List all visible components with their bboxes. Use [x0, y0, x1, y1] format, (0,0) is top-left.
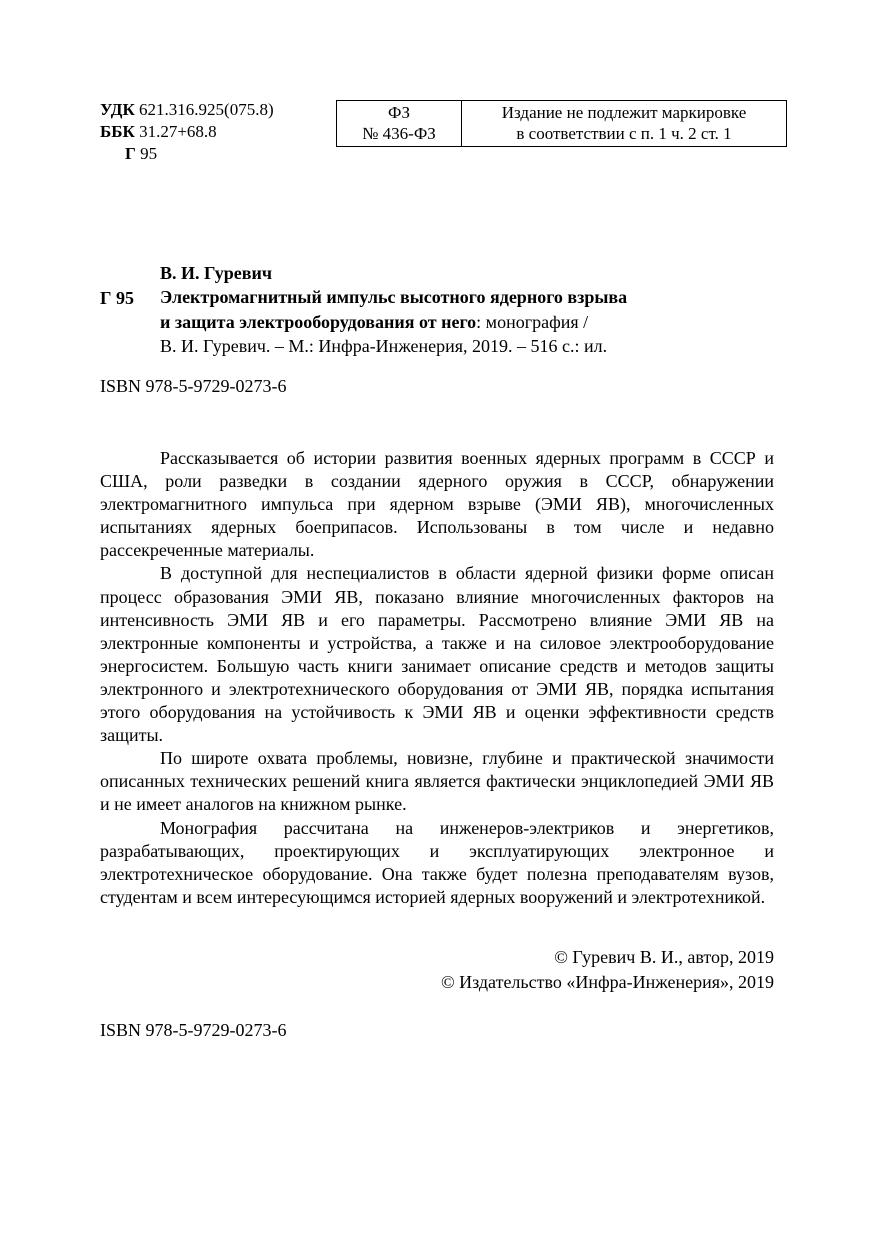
bbk-label: ББК	[100, 122, 135, 141]
udk-value: 621.316.925(075.8)	[134, 100, 274, 119]
bbk-value: 31.27+68.8	[134, 122, 217, 141]
law-reference-cell	[337, 101, 462, 147]
abstract-paragraph: Монография рассчитана на инженеров-электриков и энергетиков, разрабатывающих, проектирующих и эксплуатирующих электронное и электротехническое оборудование. Она также будет полезна преподавателям вузов, студентам и всем интересующимся историей ядерных вооружений и электротехникой.	[100, 817, 774, 907]
abstract	[100, 447, 774, 909]
catalog-code: Г 95	[100, 288, 134, 308]
abstract-paragraph: Рассказывается об истории развития военных ядерных программ в СССР и США, роли разведки в создании ядерного оружия в СССР, обнаружении электромагнитного импульса при ядерном взрыве (ЭМИ ЯВ), многочисленных испытаниях ядерных боеприпасов. Использованы в том числе и недавно рассекреченные материалы.	[100, 448, 774, 561]
author-heading: В. И. Гуревич	[160, 263, 273, 283]
abstract-paragraph: В доступной для неспециалистов в области ядерной физики форме описан процесс образования ЭМИ ЯВ, показано влияние многочисленных факторов на интенсивность ЭМИ ЯВ и его параметры. Рассмотрено влияние ЭМИ ЯВ на электронные компоненты и устройства, а также и на силовое электрооборудование энергосистем. Большую часть книги занимает описание средств и методов защиты электронного и электротехнического оборудования от ЭМИ ЯВ, порядка испытания этого оборудования на устойчивость к ЭМИ ЯВ и оценки эффективности средств защиты.	[100, 563, 774, 746]
title-rest: : монография /	[476, 311, 589, 332]
isbn-top: ISBN 978-5-9729-0273-6	[100, 376, 287, 396]
notice-line2: в соответствии с п. 1 ч. 2 ст. 1	[516, 124, 732, 143]
imprint-line: В. И. Гуревич. – М.: Инфра-Инженерия, 2019. – 516 с.: ил.	[160, 336, 608, 356]
law-notice-table	[336, 100, 787, 147]
notice-line1: Издание не подлежит маркировке	[501, 103, 747, 122]
title-line2	[160, 310, 780, 335]
labeling-notice-cell	[462, 101, 787, 147]
abstract-paragraph: По широте охвата проблемы, новизне, глубине и практической значимости описанных технических решений книга является фактически энциклопедией ЭМИ ЯВ и не имеет аналогов на книжном рынке.	[100, 748, 774, 815]
classification-codes	[100, 99, 274, 165]
author-mark-letter: Г	[125, 144, 136, 163]
copyright-author: © Гуревич В. И., автор, 2019	[554, 947, 774, 967]
copyright-publisher: © Издательство «Инфра-Инженерия», 2019	[440, 972, 774, 992]
law-line2: № 436-ФЗ	[362, 124, 436, 143]
bibliographic-record	[160, 285, 780, 359]
author-mark-number: 95	[135, 144, 158, 163]
title-line1	[160, 285, 780, 310]
isbn-bottom: ISBN 978-5-9729-0273-6	[100, 1020, 287, 1040]
title-bold-line2: и защита электрооборудования от него	[160, 311, 477, 332]
author-mark-line	[100, 143, 274, 165]
law-notice-row	[337, 101, 787, 147]
udk-label: УДК	[100, 100, 135, 119]
title-bold-line1: Электромагнитный импульс высотного ядерного взрыва	[160, 287, 628, 307]
udk-line	[100, 99, 274, 121]
bbk-line	[100, 121, 274, 143]
law-line1: ФЗ	[388, 103, 410, 122]
copyright-block	[441, 945, 774, 995]
